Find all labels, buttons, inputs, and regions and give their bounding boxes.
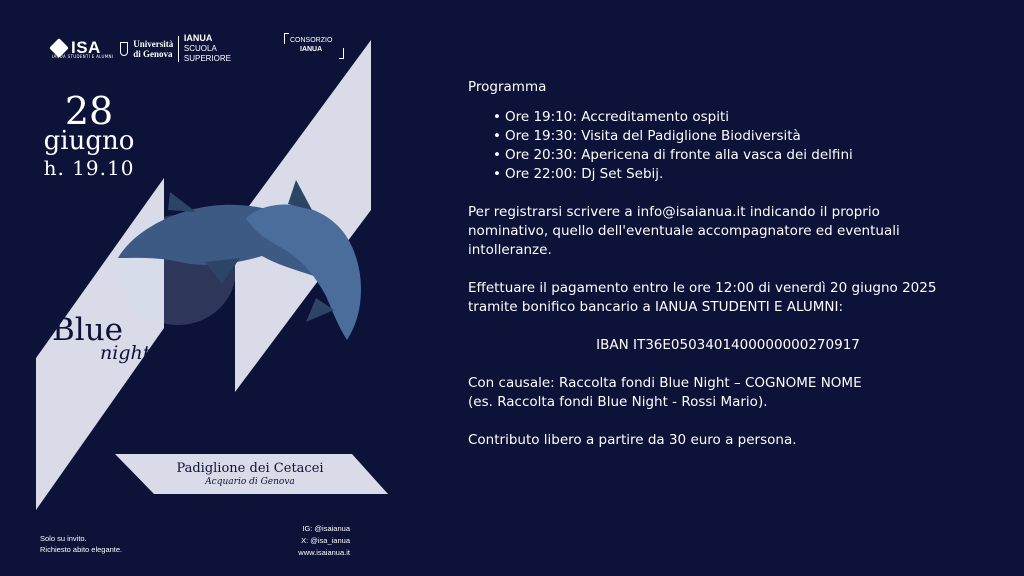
list-item: • Ore 19:10: Accreditamento ospiti <box>493 108 988 127</box>
date-month: giugno <box>43 126 135 156</box>
list-item: • Ore 20:30: Apericena di fronte alla vasca dei delfini <box>493 146 988 165</box>
instagram-handle: IG: @isaianua <box>302 524 350 533</box>
unige-crest-icon <box>120 42 128 56</box>
bracket-right-icon <box>339 48 344 59</box>
causale-line1: Con causale: Raccolta fondi Blue Night – COGNOME NOME <box>468 375 862 391</box>
program-heading: Programma <box>468 79 547 95</box>
x-handle: X: @isa_ianua <box>301 536 350 545</box>
contribution-note: Contributo libero a partire da 30 euro a persona. <box>468 432 797 448</box>
register-line3: intolleranze. <box>468 242 552 258</box>
note-line2: Richiesto abito elegante. <box>40 545 123 554</box>
ianua-line2: SCUOLA SUPERIORE <box>183 44 232 63</box>
note-line1: Solo su invito. <box>40 534 87 543</box>
invitation-note <box>40 533 122 555</box>
payment-line2: tramite bonifico bancario a IANUA STUDENTI E ALUMNI: <box>468 299 844 315</box>
program-list <box>468 108 988 184</box>
venue-name: Padiglione dei Cetacei <box>176 461 324 476</box>
isa-subtitle: IANUA STUDENTI E ALUMNI <box>52 54 114 59</box>
social-links <box>262 523 350 559</box>
consorzio-line1: CONSORZIO <box>290 37 333 44</box>
website: www.isaianua.it <box>298 548 350 557</box>
isa-wordmark: ISA <box>71 38 101 57</box>
isa-logo <box>52 38 114 59</box>
consorzio-line2: IANUA <box>300 46 323 53</box>
unige-logo <box>120 33 235 64</box>
unige-line1: Università <box>133 38 174 49</box>
causale-line2: (es. Raccolta fondi Blue Night - Rossi Mario). <box>468 394 768 410</box>
register-line1: Per registrarsi scrivere a info@isaianua.it indicando il proprio <box>468 204 880 220</box>
venue-subtitle: Acquario di Genova <box>205 477 295 487</box>
iban-code: IBAN IT36E0503401400000000270917 <box>596 337 860 353</box>
event-subtitle: night <box>100 342 151 364</box>
program-text <box>468 78 988 450</box>
register-line2: nominativo, quello dell'eventuale accompagnatore ed eventuali <box>468 223 900 239</box>
date-time: h. 19.10 <box>43 156 135 180</box>
event-title: Blue <box>52 312 124 348</box>
date-day: 28 <box>64 89 114 133</box>
payment-line1: Effettuare il pagamento entro le ore 12:00 di venerdì 20 giugno 2025 <box>468 280 937 296</box>
logo-divider <box>178 36 179 62</box>
ianua-line1: IANUA <box>183 33 213 43</box>
consorzio-logo <box>284 33 344 59</box>
logos-bar <box>52 33 333 63</box>
list-item: • Ore 19:30: Visita del Padiglione Biodiversità <box>493 127 988 146</box>
unige-line2: di Genova <box>133 48 173 59</box>
bracket-left-icon <box>284 33 289 44</box>
event-date <box>30 89 148 180</box>
list-item: • Ore 22:00: Dj Set Sebij. <box>493 165 988 184</box>
